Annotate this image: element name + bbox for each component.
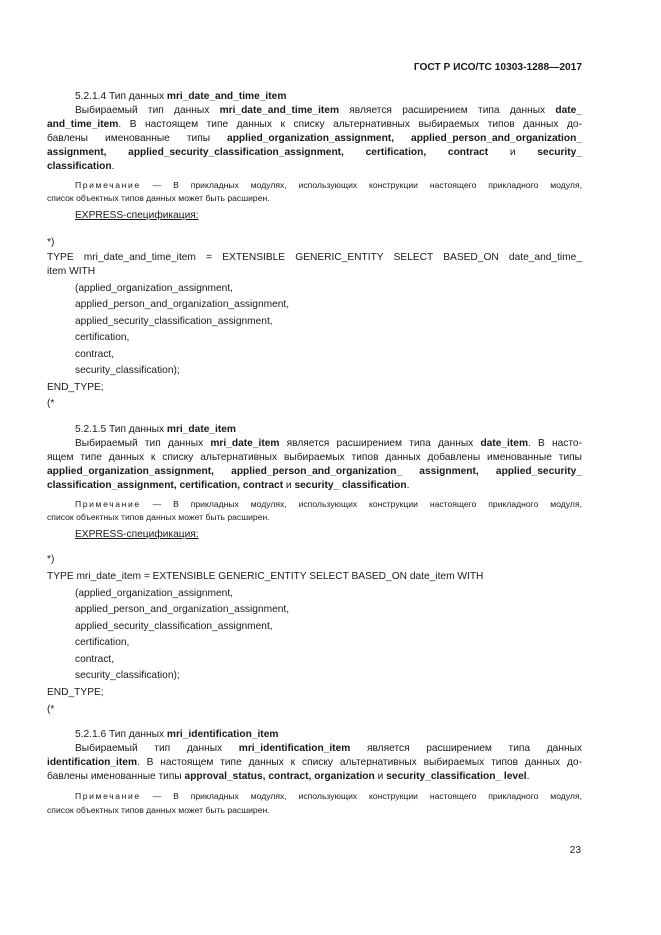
paragraph-line: ящем типе данных к списку альтернативных выбираемых типов данных добавлены именованные типы [47,452,582,463]
paragraph-line: бавлены именованные типы applied_organization_assignment, applied_person_and_organization_ [47,133,582,144]
note-line: Примечание — В прикладных модулях, использующих конструкции настоящего прикладного модуля, [75,180,582,190]
document-header: ГОСТ Р ИСО/ТС 10303-1288—2017 [413,62,582,73]
code-line: applied_security_classification_assignment, [75,621,273,632]
paragraph-line: classification. [47,161,115,172]
code-line: applied_security_classification_assignment, [75,316,273,327]
section-heading: 5.2.1.6 Тип данных mri_identification_item [75,729,279,740]
paragraph-line: classification_assignment, certification, contract и security_ classification. [47,480,410,491]
section-heading: 5.2.1.4 Тип данных mri_date_and_time_item [75,91,287,102]
code-line: applied_person_and_organization_assignment, [75,299,290,310]
paragraph-line: and_time_item. В настоящем типе данных к списку альтернативных выбираемых типов данных до- [47,119,582,130]
code-line: (applied_organization_assignment, [75,283,234,294]
note-line: Примечание — В прикладных модулях, использующих конструкции настоящего прикладного модуля, [75,791,582,801]
code-line: END_TYPE; [47,687,104,698]
code-line: certification, [75,637,130,648]
code-line: contract, [75,349,115,360]
code-line: item WITH [47,266,96,277]
code-line: *) [47,237,55,248]
paragraph-line: Выбираемый тип данных mri_date_and_time_item является расширением типа данных date_ [75,105,582,116]
code-line: security_classification); [75,365,180,376]
paragraph-line: assignment, applied_security_classification_assignment, certification, contract и security_ [47,147,582,158]
note-line: список объектных типов данных может быть расширен. [47,512,270,522]
code-line: (* [47,398,55,409]
note-line: Примечание — В прикладных модулях, использующих конструкции настоящего прикладного модуля, [75,499,582,509]
paragraph-line: identification_item. В настоящем типе данных к списку альтернативных выбираемых типов данных до- [47,757,582,768]
express-label: EXPRESS-спецификация: [75,210,199,221]
code-line: certification, [75,332,130,343]
paragraph-line: бавлены именованные типы approval_status, contract, organization и security_classification_ level. [47,771,530,782]
section-heading: 5.2.1.5 Тип данных mri_date_item [75,424,236,435]
paragraph-line: Выбираемый тип данных mri_date_item является расширением типа данных date_item. В насто- [75,438,582,449]
paragraph-line: applied_organization_assignment, applied_person_and_organization_ assignment, applied_security_ [47,466,582,477]
note-line: список объектных типов данных может быть расширен. [47,193,270,203]
code-line: (applied_organization_assignment, [75,588,234,599]
code-line: contract, [75,654,115,665]
code-line: TYPE mri_date_and_time_item = EXTENSIBLE GENERIC_ENTITY SELECT BASED_ON date_and_time_ [47,252,582,263]
code-line: applied_person_and_organization_assignment, [75,604,290,615]
code-line: TYPE mri_date_item = EXTENSIBLE GENERIC_ENTITY SELECT BASED_ON date_item WITH [47,571,484,582]
page-number: 23 [569,845,581,856]
paragraph-line: Выбираемый тип данных mri_identification_item является расширением типа данных [75,743,582,754]
code-line: (* [47,704,55,715]
code-line: *) [47,554,55,565]
express-label: EXPRESS-спецификация: [75,529,199,540]
note-line: список объектных типов данных может быть расширен. [47,805,270,815]
code-line: security_classification); [75,670,180,681]
code-line: END_TYPE; [47,382,104,393]
